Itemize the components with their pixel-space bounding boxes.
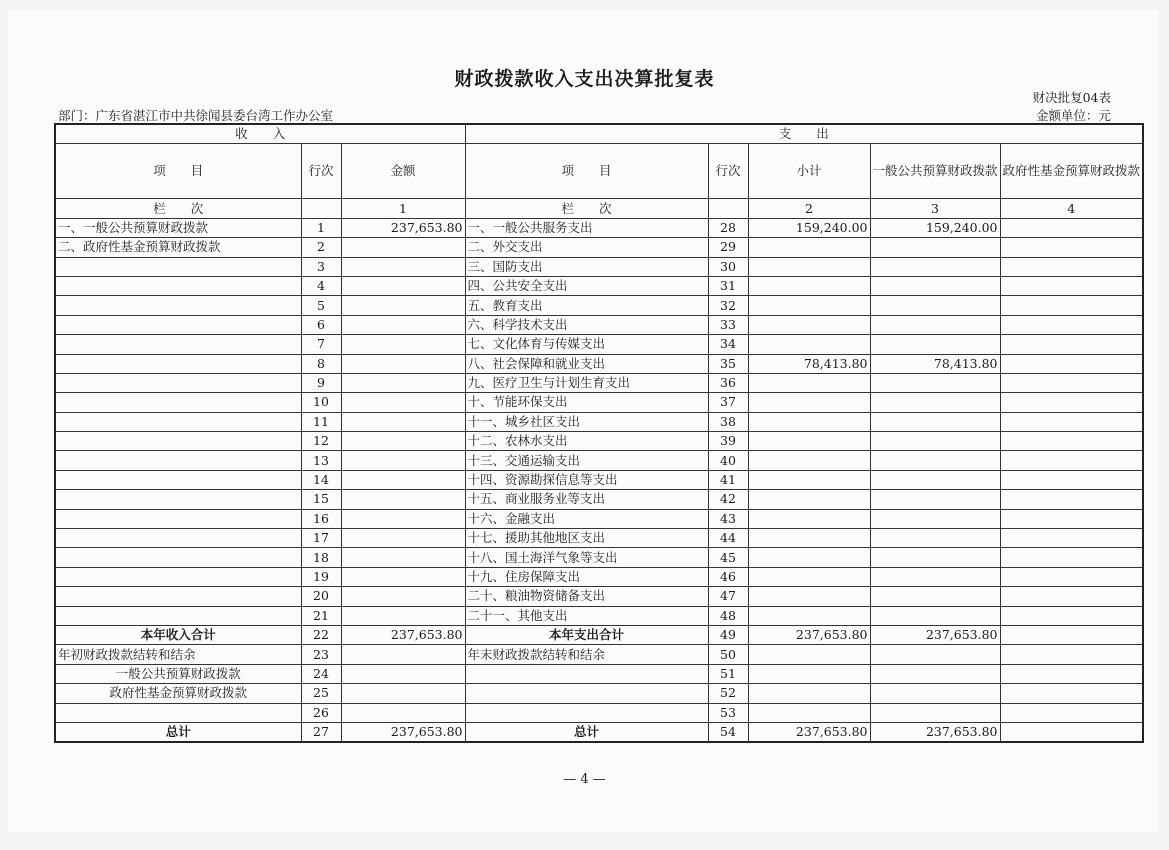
expense-gov-fund xyxy=(1000,509,1143,528)
income-amount xyxy=(341,529,465,548)
expense-subtotal xyxy=(748,509,870,528)
expense-gov-fund xyxy=(1000,276,1143,295)
expense-general-budget: 237,653.80 xyxy=(870,625,1000,644)
expense-general-budget xyxy=(870,238,1000,257)
expense-item: 一、一般公共服务支出 xyxy=(465,218,708,237)
expense-subtotal xyxy=(748,548,870,567)
expense-item xyxy=(465,684,708,703)
income-amount xyxy=(341,276,465,295)
expense-gov-fund xyxy=(1000,218,1143,237)
income-item xyxy=(55,276,301,295)
expense-subtotal xyxy=(748,664,870,683)
income-line-no: 11 xyxy=(301,412,341,431)
expense-gov-fund xyxy=(1000,393,1143,412)
expense-line-no: 32 xyxy=(708,296,748,315)
income-amount xyxy=(341,490,465,509)
expense-gov-fund xyxy=(1000,587,1143,606)
expense-gov-fund xyxy=(1000,684,1143,703)
income-amount xyxy=(341,703,465,722)
table-row xyxy=(55,296,1143,315)
expense-line-no: 54 xyxy=(708,722,748,742)
income-line-no: 7 xyxy=(301,335,341,354)
income-item: 一、一般公共预算财政拨款 xyxy=(55,218,301,237)
expense-gov-fund xyxy=(1000,335,1143,354)
expense-gov-fund xyxy=(1000,354,1143,373)
income-line-header: 行次 xyxy=(301,144,341,199)
income-line-no: 16 xyxy=(301,509,341,528)
income-amount xyxy=(341,587,465,606)
expense-subtotal: 159,240.00 xyxy=(748,218,870,237)
expense-general-budget xyxy=(870,548,1000,567)
income-item: 本年收入合计 xyxy=(55,625,301,644)
income-amount xyxy=(341,664,465,683)
income-item: 年初财政拨款结转和结余 xyxy=(55,645,301,664)
income-amount xyxy=(341,335,465,354)
expense-subtotal xyxy=(748,432,870,451)
expense-line-no: 31 xyxy=(708,276,748,295)
expense-subtotal xyxy=(748,393,870,412)
table-row xyxy=(55,606,1143,625)
table-row xyxy=(55,218,1143,237)
expense-line-no: 47 xyxy=(708,587,748,606)
income-amount xyxy=(341,257,465,276)
expense-subtotal xyxy=(748,490,870,509)
col-number-3: 3 xyxy=(870,199,1000,218)
expense-item: 十八、国土海洋气象等支出 xyxy=(465,548,708,567)
income-item xyxy=(55,432,301,451)
expense-general-budget xyxy=(870,393,1000,412)
expense-subtotal xyxy=(748,296,870,315)
table-row xyxy=(55,548,1143,567)
expense-header: 支 出 xyxy=(465,124,1143,144)
income-line-no: 8 xyxy=(301,354,341,373)
income-amount xyxy=(341,432,465,451)
expense-subtotal: 237,653.80 xyxy=(748,722,870,742)
table-row xyxy=(55,470,1143,489)
expense-item: 七、文化体育与传媒支出 xyxy=(465,335,708,354)
income-item xyxy=(55,567,301,586)
income-line-no: 15 xyxy=(301,490,341,509)
expense-gov-fund xyxy=(1000,373,1143,392)
expense-line-no: 30 xyxy=(708,257,748,276)
table-row xyxy=(55,509,1143,528)
expense-general-budget xyxy=(870,470,1000,489)
income-item: 总计 xyxy=(55,722,301,742)
expense-line-no: 41 xyxy=(708,470,748,489)
expense-item: 八、社会保障和就业支出 xyxy=(465,354,708,373)
expense-general-budget xyxy=(870,296,1000,315)
expense-item: 十三、交通运输支出 xyxy=(465,451,708,470)
expense-gov-fund xyxy=(1000,432,1143,451)
income-line-no: 18 xyxy=(301,548,341,567)
income-line-no: 26 xyxy=(301,703,341,722)
income-line-no: 9 xyxy=(301,373,341,392)
expense-subtotal xyxy=(748,315,870,334)
income-line-no: 3 xyxy=(301,257,341,276)
income-item xyxy=(55,354,301,373)
expense-subtotal xyxy=(748,645,870,664)
expense-line-no: 48 xyxy=(708,606,748,625)
expense-item: 十五、商业服务业等支出 xyxy=(465,490,708,509)
expense-line-no: 36 xyxy=(708,373,748,392)
expense-line-no: 29 xyxy=(708,238,748,257)
expense-general-budget: 237,653.80 xyxy=(870,722,1000,742)
income-amount xyxy=(341,684,465,703)
income-line-no: 27 xyxy=(301,722,341,742)
expense-subtotal xyxy=(748,276,870,295)
expense-item: 九、医疗卫生与计划生育支出 xyxy=(465,373,708,392)
income-item xyxy=(55,703,301,722)
income-item xyxy=(55,587,301,606)
expense-subtotal xyxy=(748,529,870,548)
income-amount xyxy=(341,470,465,489)
income-item xyxy=(55,393,301,412)
expense-item: 二十、粮油物资储备支出 xyxy=(465,587,708,606)
expense-general-budget xyxy=(870,412,1000,431)
income-amount xyxy=(341,393,465,412)
expense-line-no: 28 xyxy=(708,218,748,237)
income-line-no: 14 xyxy=(301,470,341,489)
expense-general-budget xyxy=(870,276,1000,295)
income-item xyxy=(55,548,301,567)
expense-general-budget xyxy=(870,315,1000,334)
subtotal-header: 小计 xyxy=(748,144,870,199)
income-item xyxy=(55,412,301,431)
expense-general-budget xyxy=(870,490,1000,509)
expense-general-budget xyxy=(870,335,1000,354)
col-number-4: 4 xyxy=(1000,199,1143,218)
income-amount xyxy=(341,548,465,567)
expense-line-no: 37 xyxy=(708,393,748,412)
table-row xyxy=(55,412,1143,431)
expense-general-budget xyxy=(870,587,1000,606)
income-item: 一般公共预算财政拨款 xyxy=(55,664,301,683)
expense-gov-fund xyxy=(1000,315,1143,334)
gov-fund-header: 政府性基金预算财政拨款 xyxy=(1000,144,1143,199)
income-line-no: 25 xyxy=(301,684,341,703)
expense-item: 二、外交支出 xyxy=(465,238,708,257)
expense-subtotal xyxy=(748,373,870,392)
income-header: 收 入 xyxy=(55,124,465,144)
table-row xyxy=(55,432,1143,451)
expense-subtotal xyxy=(748,684,870,703)
income-line-no: 1 xyxy=(301,218,341,237)
table-row xyxy=(55,335,1143,354)
income-line-no: 2 xyxy=(301,238,341,257)
income-line-no: 17 xyxy=(301,529,341,548)
expense-column-label: 栏 次 xyxy=(465,199,708,218)
income-amount xyxy=(341,373,465,392)
income-item xyxy=(55,315,301,334)
expense-item xyxy=(465,703,708,722)
expense-gov-fund xyxy=(1000,548,1143,567)
expense-item: 本年支出合计 xyxy=(465,625,708,644)
table-row xyxy=(55,276,1143,295)
expense-gov-fund xyxy=(1000,606,1143,625)
expense-item: 十、节能环保支出 xyxy=(465,393,708,412)
expense-general-budget xyxy=(870,645,1000,664)
col-number-2: 2 xyxy=(748,199,870,218)
income-amount: 237,653.80 xyxy=(341,218,465,237)
expense-item-header: 项 目 xyxy=(465,144,708,199)
expense-line-no: 34 xyxy=(708,335,748,354)
budget-table xyxy=(54,123,1144,743)
income-item xyxy=(55,509,301,528)
expense-general-budget: 78,413.80 xyxy=(870,354,1000,373)
income-amount xyxy=(341,606,465,625)
income-item xyxy=(55,335,301,354)
income-line-no: 6 xyxy=(301,315,341,334)
expense-general-budget xyxy=(870,684,1000,703)
expense-general-budget xyxy=(870,451,1000,470)
expense-line-no: 38 xyxy=(708,412,748,431)
expense-line-no: 42 xyxy=(708,490,748,509)
expense-line-no: 40 xyxy=(708,451,748,470)
income-line-no: 24 xyxy=(301,664,341,683)
expense-gov-fund xyxy=(1000,703,1143,722)
income-line-no: 21 xyxy=(301,606,341,625)
income-line-no: 20 xyxy=(301,587,341,606)
expense-item: 十二、农林水支出 xyxy=(465,432,708,451)
expense-line-no: 45 xyxy=(708,548,748,567)
expense-line-no: 53 xyxy=(708,703,748,722)
expense-subtotal xyxy=(748,470,870,489)
income-amount xyxy=(341,315,465,334)
income-item xyxy=(55,470,301,489)
expense-gov-fund xyxy=(1000,722,1143,742)
expense-item: 三、国防支出 xyxy=(465,257,708,276)
expense-subtotal: 237,653.80 xyxy=(748,625,870,644)
table-row xyxy=(55,703,1143,722)
expense-general-budget xyxy=(870,373,1000,392)
expense-gov-fund xyxy=(1000,296,1143,315)
expense-item: 总计 xyxy=(465,722,708,742)
income-amount: 237,653.80 xyxy=(341,722,465,742)
form-number: 财决批复04表 xyxy=(1032,90,1111,105)
income-line-no: 13 xyxy=(301,451,341,470)
expense-subtotal xyxy=(748,451,870,470)
expense-item: 十一、城乡社区支出 xyxy=(465,412,708,431)
table-row xyxy=(55,393,1143,412)
expense-subtotal xyxy=(748,412,870,431)
income-amount xyxy=(341,354,465,373)
income-amount xyxy=(341,451,465,470)
general-budget-header: 一般公共预算财政拨款 xyxy=(870,144,1000,199)
expense-line-no: 50 xyxy=(708,645,748,664)
income-amount xyxy=(341,645,465,664)
expense-general-budget xyxy=(870,703,1000,722)
table-row xyxy=(55,451,1143,470)
income-item xyxy=(55,451,301,470)
department-label: 部门：广东省湛江市中共徐闻县委台湾工作办公室 xyxy=(58,108,334,123)
income-item: 二、政府性基金预算财政拨款 xyxy=(55,238,301,257)
unit-label: 金额单位：元 xyxy=(1035,108,1111,123)
expense-general-budget xyxy=(870,606,1000,625)
income-column-label: 栏 次 xyxy=(55,199,301,218)
income-item xyxy=(55,296,301,315)
expense-item: 五、教育支出 xyxy=(465,296,708,315)
expense-subtotal xyxy=(748,587,870,606)
expense-line-header: 行次 xyxy=(708,144,748,199)
table-row xyxy=(55,664,1143,683)
expense-subtotal xyxy=(748,703,870,722)
income-item-header: 项 目 xyxy=(55,144,301,199)
table-row xyxy=(55,529,1143,548)
expense-item: 十四、资源勘探信息等支出 xyxy=(465,470,708,489)
expense-gov-fund xyxy=(1000,490,1143,509)
income-amount xyxy=(341,296,465,315)
table-row xyxy=(55,722,1143,742)
expense-general-budget xyxy=(870,509,1000,528)
table-row xyxy=(55,645,1143,664)
expense-general-budget xyxy=(870,664,1000,683)
expense-gov-fund xyxy=(1000,451,1143,470)
expense-general-budget xyxy=(870,567,1000,586)
expense-subtotal xyxy=(748,257,870,276)
expense-item: 二十一、其他支出 xyxy=(465,606,708,625)
income-item xyxy=(55,373,301,392)
expense-item: 四、公共安全支出 xyxy=(465,276,708,295)
expense-gov-fund xyxy=(1000,529,1143,548)
income-amount xyxy=(341,238,465,257)
expense-item: 十九、住房保障支出 xyxy=(465,567,708,586)
expense-item: 十六、金融支出 xyxy=(465,509,708,528)
income-amount-header: 金额 xyxy=(341,144,465,199)
table-row xyxy=(55,315,1143,334)
expense-gov-fund xyxy=(1000,567,1143,586)
expense-general-budget xyxy=(870,529,1000,548)
expense-gov-fund xyxy=(1000,625,1143,644)
income-amount xyxy=(341,567,465,586)
income-line-no: 19 xyxy=(301,567,341,586)
table-row xyxy=(55,567,1143,586)
page-number: — 4 — xyxy=(563,772,606,787)
income-line-no: 10 xyxy=(301,393,341,412)
expense-line-no: 33 xyxy=(708,315,748,334)
income-line-no: 5 xyxy=(301,296,341,315)
table-row xyxy=(55,625,1143,644)
expense-gov-fund xyxy=(1000,257,1143,276)
expense-general-budget: 159,240.00 xyxy=(870,218,1000,237)
expense-item xyxy=(465,664,708,683)
income-item xyxy=(55,490,301,509)
income-line-no: 4 xyxy=(301,276,341,295)
income-amount xyxy=(341,509,465,528)
page-title: 财政拨款收入支出决算批复表 xyxy=(454,68,715,90)
income-item xyxy=(55,606,301,625)
expense-line-no: 49 xyxy=(708,625,748,644)
table-row xyxy=(55,238,1143,257)
col-number-1: 1 xyxy=(341,199,465,218)
table-row xyxy=(55,490,1143,509)
expense-line-no: 39 xyxy=(708,432,748,451)
expense-gov-fund xyxy=(1000,238,1143,257)
expense-subtotal xyxy=(748,567,870,586)
expense-subtotal xyxy=(748,335,870,354)
income-amount: 237,653.80 xyxy=(341,625,465,644)
expense-line-no: 52 xyxy=(708,684,748,703)
table-row xyxy=(55,354,1143,373)
table-row xyxy=(55,587,1143,606)
expense-line-no: 44 xyxy=(708,529,748,548)
expense-subtotal: 78,413.80 xyxy=(748,354,870,373)
income-line-no: 23 xyxy=(301,645,341,664)
expense-gov-fund xyxy=(1000,645,1143,664)
income-item xyxy=(55,257,301,276)
expense-item: 六、科学技术支出 xyxy=(465,315,708,334)
expense-general-budget xyxy=(870,257,1000,276)
expense-subtotal xyxy=(748,606,870,625)
income-item: 政府性基金预算财政拨款 xyxy=(55,684,301,703)
expense-item: 年末财政拨款结转和结余 xyxy=(465,645,708,664)
expense-gov-fund xyxy=(1000,664,1143,683)
table-row xyxy=(55,257,1143,276)
income-item xyxy=(55,529,301,548)
expense-gov-fund xyxy=(1000,470,1143,489)
expense-line-no: 46 xyxy=(708,567,748,586)
expense-line-no: 35 xyxy=(708,354,748,373)
expense-line-no: 43 xyxy=(708,509,748,528)
income-line-no: 22 xyxy=(301,625,341,644)
expense-general-budget xyxy=(870,432,1000,451)
expense-subtotal xyxy=(748,238,870,257)
table-row xyxy=(55,684,1143,703)
expense-item: 十七、援助其他地区支出 xyxy=(465,529,708,548)
income-amount xyxy=(341,412,465,431)
table-row xyxy=(55,373,1143,392)
income-line-no: 12 xyxy=(301,432,341,451)
expense-gov-fund xyxy=(1000,412,1143,431)
expense-line-no: 51 xyxy=(708,664,748,683)
